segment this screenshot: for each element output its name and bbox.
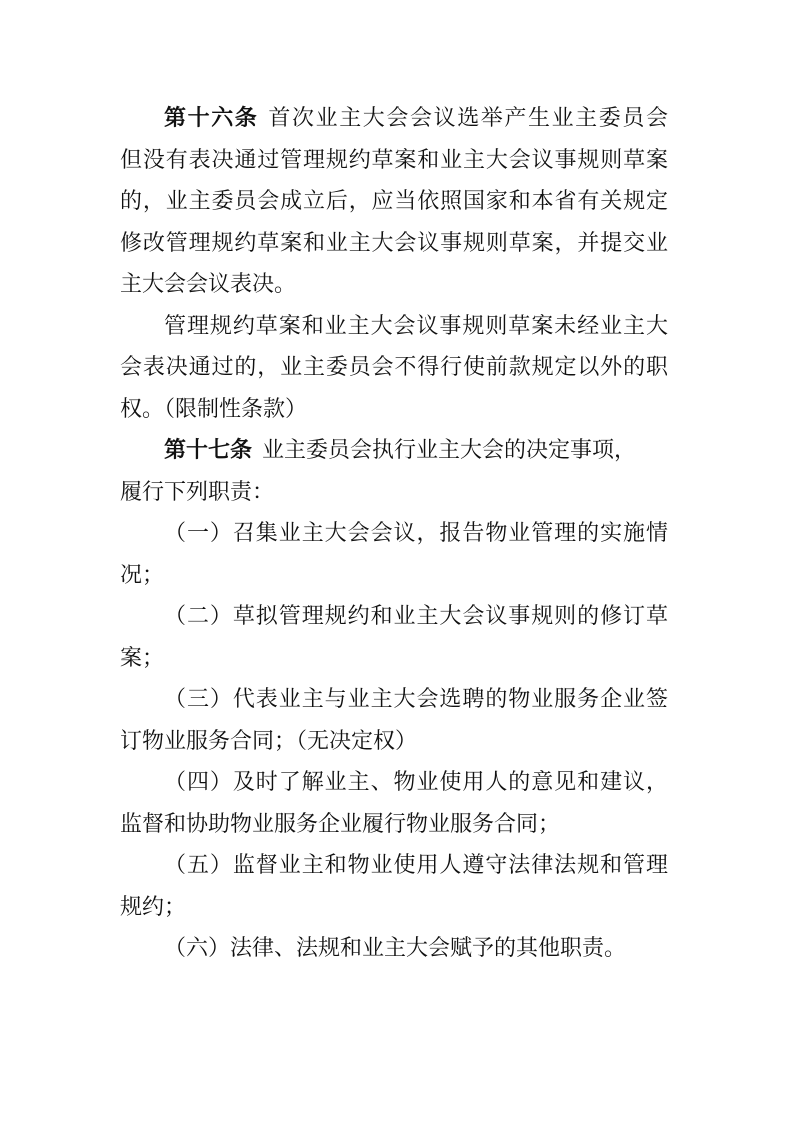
article16-para2-line-1: 管理规约草案和业主大会议事规则草案未经业主大 xyxy=(164,314,668,339)
article17-item-3-line-2: 订物业服务合同；（无决定权） xyxy=(120,729,418,754)
article16-para2-line-3: 权。（限制性条款） xyxy=(120,397,308,422)
article17-item-3-line-1: （三）代表业主与业主大会选聘的物业服务企业签 xyxy=(164,687,668,712)
article17-item-2-line-1: （二）草拟管理规约和业主大会议事规则的修订草 xyxy=(164,604,668,629)
article17-item-6-line-1: （六）法律、法规和业主大会赋予的其他职责。 xyxy=(164,936,627,961)
article17-item-4-line-1: （四）及时了解业主、物业使用人的意见和建议， xyxy=(164,770,668,795)
article16-line-5: 主大会会议表决。 xyxy=(120,272,297,297)
article17-item-1-line-1: （一）召集业主大会会议，报告物业管理的实施情 xyxy=(164,521,668,546)
article17-item-5-line-2: 规约； xyxy=(120,895,187,920)
article17-text-1: 业主委员会执行业主大会的决定事项， xyxy=(262,438,637,463)
article17-item-5-line-1: （五）监督业主和物业使用人遵守法律法规和管理 xyxy=(164,853,668,878)
article16-line-1 xyxy=(164,104,668,134)
article17-line-2: 履行下列职责： xyxy=(120,480,275,505)
article16-line-4: 修改管理规约草案和业主大会议事规则草案，并提交业 xyxy=(120,231,668,256)
article17-line-1 xyxy=(164,436,668,466)
article17-title: 第十七条 xyxy=(164,438,253,463)
article17-item-1-line-2: 况； xyxy=(120,563,165,588)
article16-line-2: 但没有表决通过管理规约草案和业主大会议事规则草案 xyxy=(120,148,668,173)
article17-item-2-line-2: 案； xyxy=(120,646,165,671)
article16-para2-line-2: 会表决通过的，业主委员会不得行使前款规定以外的职 xyxy=(120,355,668,380)
article16-text-1: 首次业主大会会议选举产生业主委员会 xyxy=(268,106,668,131)
article16-title: 第十六条 xyxy=(164,106,259,131)
article16-line-3: 的，业主委员会成立后，应当依照国家和本省有关规定 xyxy=(120,189,668,214)
article17-item-4-line-2: 监督和协助物业服务企业履行物业服务合同； xyxy=(120,812,561,837)
